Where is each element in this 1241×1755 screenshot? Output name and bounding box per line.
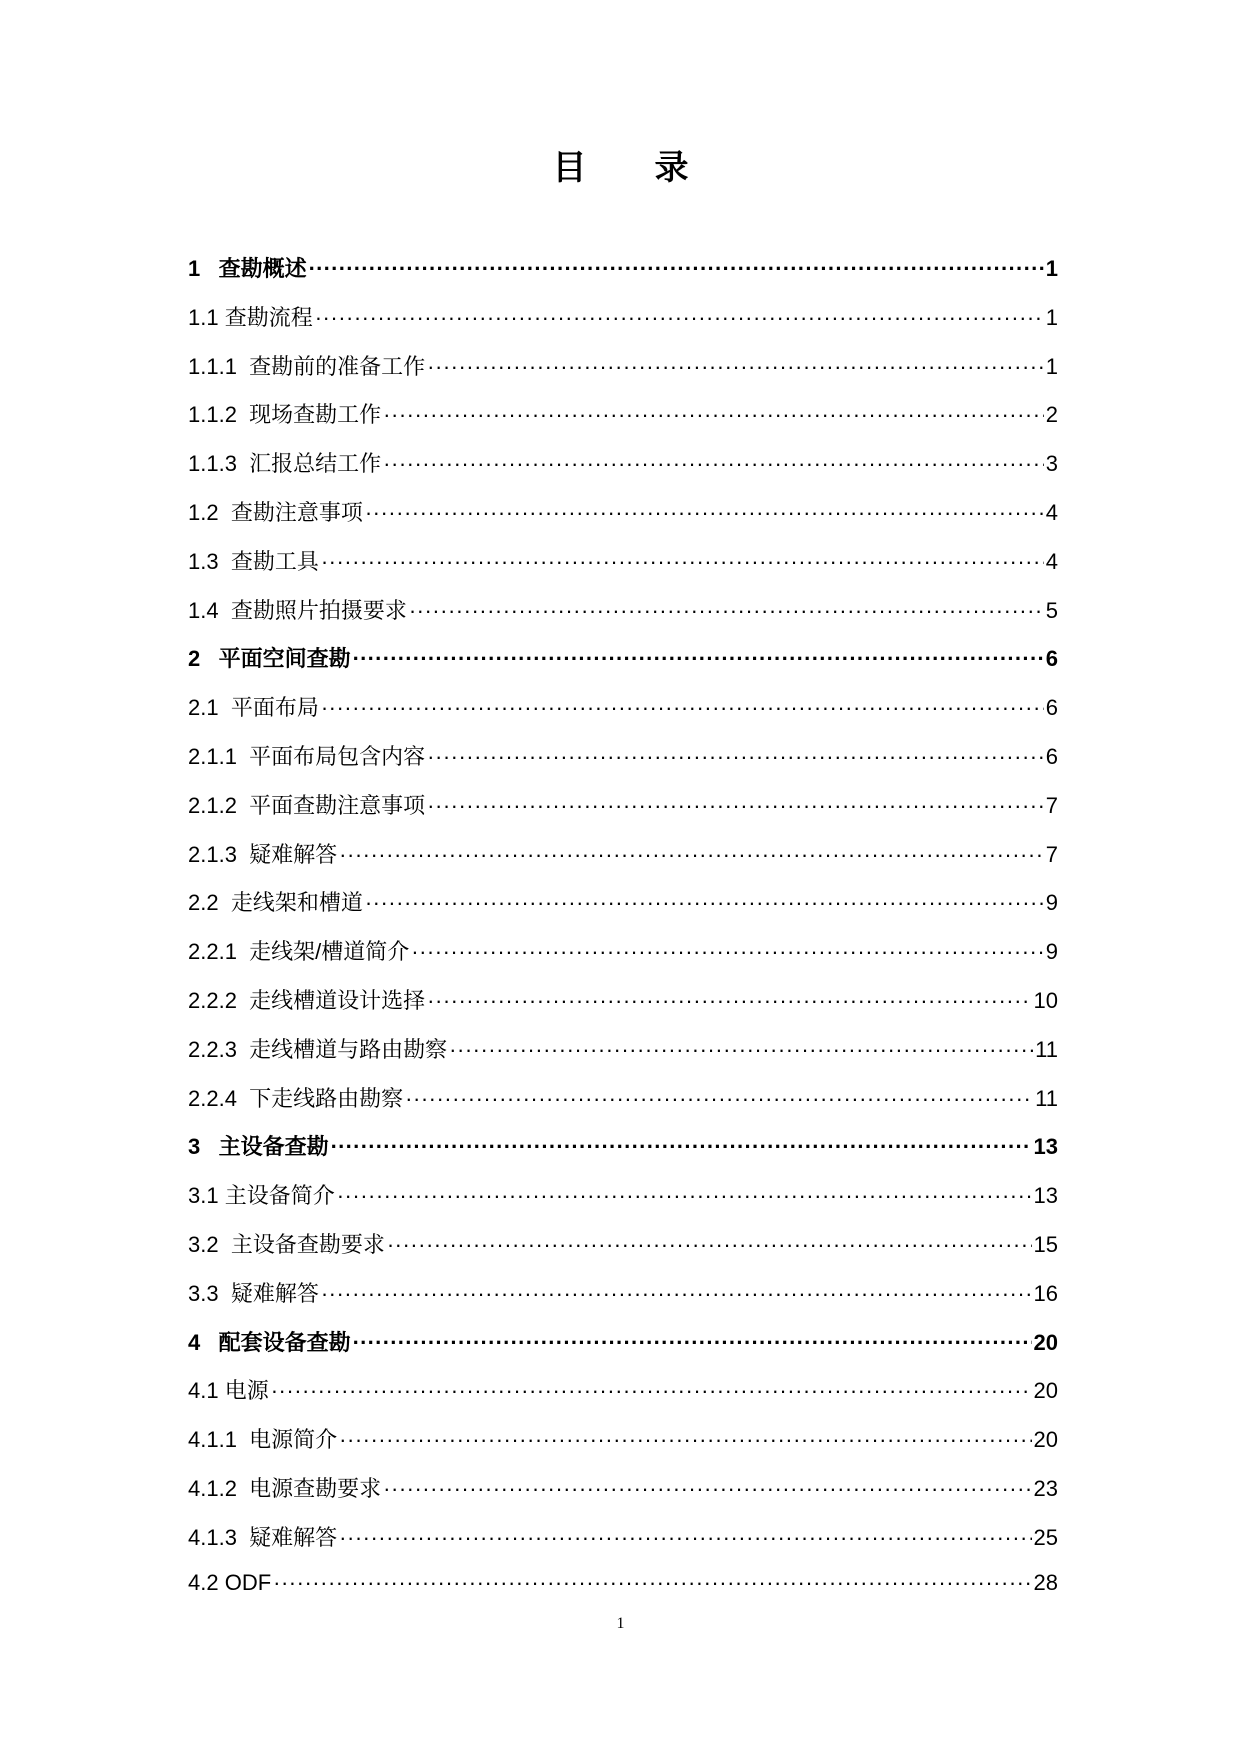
toc-entry-label: 查勘概述 bbox=[218, 256, 307, 281]
toc-entry-number: 3.2 bbox=[188, 1231, 231, 1257]
toc-entry-number: 4.1.1 bbox=[188, 1427, 250, 1453]
toc-entry-number: 2.2.4 bbox=[188, 1085, 250, 1111]
toc-entry-label: 主设备查勘 bbox=[218, 1134, 329, 1160]
toc-entry[interactable] bbox=[188, 350, 1058, 399]
toc-entry-page-number: 2 bbox=[1045, 402, 1058, 428]
toc-entry-page-number: 5 bbox=[1045, 597, 1058, 623]
toc-entry-number: 1.1.3 bbox=[188, 451, 250, 477]
toc-dot-leader bbox=[353, 646, 1044, 672]
toc-entry-number: 2.2.3 bbox=[188, 1036, 250, 1062]
toc-entry-number: 4.1.2 bbox=[188, 1475, 250, 1501]
toc-dot-leader bbox=[273, 1570, 1031, 1596]
toc-dot-leader bbox=[321, 549, 1044, 575]
toc-dot-leader bbox=[331, 1134, 1032, 1160]
toc-entry-number: 2.2.1 bbox=[188, 939, 250, 965]
toc-entry[interactable] bbox=[188, 398, 1058, 447]
toc-entry-page-number: 25 bbox=[1033, 1524, 1058, 1550]
toc-entry-page-number: 4 bbox=[1045, 548, 1058, 574]
toc-entry-number: 4.1 bbox=[188, 1378, 225, 1404]
toc-dot-leader bbox=[271, 1378, 1032, 1404]
toc-entry-number: 2.2 bbox=[188, 890, 231, 916]
toc-entry-number: 2.1 bbox=[188, 695, 231, 721]
title-char-1: 目 bbox=[552, 148, 587, 188]
page-title bbox=[0, 148, 1241, 188]
toc-entry-number: 2.1.3 bbox=[188, 841, 250, 867]
toc-entry-page-number: 11 bbox=[1035, 1085, 1058, 1111]
toc-entry-number: 3.1 bbox=[188, 1183, 225, 1209]
toc-dot-leader bbox=[427, 793, 1044, 819]
toc-entry-page-number: 6 bbox=[1045, 646, 1058, 672]
toc-dot-leader bbox=[365, 890, 1044, 916]
toc-dot-leader bbox=[321, 1281, 1032, 1307]
toc-entry-number: 2.1.1 bbox=[188, 743, 250, 769]
toc-dot-leader bbox=[427, 988, 1031, 1014]
toc-entry-label: 下走线路由勘察 bbox=[249, 1085, 404, 1111]
toc-entry-number: 1 bbox=[188, 256, 219, 281]
toc-entry-page-number: 9 bbox=[1045, 890, 1058, 916]
toc-entry-page-number: 15 bbox=[1033, 1231, 1058, 1257]
toc-entry[interactable] bbox=[188, 1033, 1058, 1082]
toc-entry[interactable] bbox=[188, 1082, 1058, 1131]
toc-entry[interactable] bbox=[188, 545, 1058, 594]
toc-entry-label: 平面空间查勘 bbox=[218, 646, 351, 672]
toc-entry[interactable] bbox=[188, 1179, 1058, 1228]
toc-dot-leader bbox=[339, 1525, 1031, 1551]
toc-entry-label: 汇报总结工作 bbox=[249, 451, 382, 477]
toc-dot-leader bbox=[449, 1037, 1033, 1063]
toc-entry[interactable] bbox=[188, 984, 1058, 1033]
toc-entry[interactable] bbox=[188, 740, 1058, 789]
toc-entry-label: 走线架和槽道 bbox=[230, 890, 363, 916]
toc-entry-label: 配套设备查勘 bbox=[218, 1329, 351, 1355]
toc-entry[interactable] bbox=[188, 1570, 1058, 1619]
toc-dot-leader bbox=[409, 598, 1044, 624]
toc-entry-label: 平面查勘注意事项 bbox=[249, 792, 426, 818]
toc-entry-page-number: 1 bbox=[1045, 353, 1058, 379]
toc-entry[interactable] bbox=[188, 1277, 1058, 1326]
toc-entry[interactable] bbox=[188, 1521, 1058, 1570]
toc-entry-number: 4 bbox=[188, 1329, 219, 1355]
table-of-contents bbox=[188, 252, 1058, 1618]
toc-entry-label: 走线架/槽道简介 bbox=[249, 939, 410, 965]
toc-entry-number: 2.2.2 bbox=[188, 987, 250, 1013]
toc-entry[interactable] bbox=[188, 935, 1058, 984]
toc-entry[interactable] bbox=[188, 789, 1058, 838]
toc-entry[interactable] bbox=[188, 838, 1058, 887]
toc-entry-label: 走线槽道与路由勘察 bbox=[249, 1036, 448, 1062]
toc-entry-page-number: 20 bbox=[1033, 1329, 1058, 1355]
toc-dot-leader bbox=[339, 1427, 1031, 1453]
toc-dot-leader bbox=[405, 1086, 1033, 1112]
toc-entry-label: 疑难解答 bbox=[230, 1280, 319, 1306]
toc-entry-number: 4.1.3 bbox=[188, 1524, 250, 1550]
toc-entry-page-number: 13 bbox=[1033, 1134, 1058, 1160]
toc-entry-label: 主设备查勘要求 bbox=[230, 1231, 385, 1257]
toc-entry-label: 电源简介 bbox=[249, 1427, 338, 1453]
toc-entry-page-number: 6 bbox=[1045, 743, 1058, 769]
toc-entry-number: 1.1 bbox=[188, 304, 225, 330]
toc-dot-leader bbox=[387, 1232, 1032, 1258]
toc-entry[interactable] bbox=[188, 252, 1058, 301]
toc-entry-label: 走线槽道设计选择 bbox=[249, 987, 426, 1013]
toc-entry-label: ODF bbox=[224, 1569, 272, 1595]
toc-entry[interactable] bbox=[188, 447, 1058, 496]
toc-entry[interactable] bbox=[188, 642, 1058, 691]
toc-entry[interactable] bbox=[188, 1423, 1058, 1472]
toc-entry[interactable] bbox=[188, 301, 1058, 350]
toc-dot-leader bbox=[383, 451, 1044, 477]
toc-entry-label: 疑难解答 bbox=[249, 1524, 338, 1550]
toc-entry-label: 主设备简介 bbox=[224, 1183, 335, 1209]
toc-dot-leader bbox=[337, 1183, 1032, 1209]
toc-entry[interactable] bbox=[188, 886, 1058, 935]
toc-entry-number: 2.1.2 bbox=[188, 792, 250, 818]
toc-entry-page-number: 16 bbox=[1033, 1280, 1058, 1306]
toc-entry-label: 平面布局包含内容 bbox=[249, 743, 426, 769]
toc-entry[interactable] bbox=[188, 1374, 1058, 1423]
toc-dot-leader bbox=[365, 500, 1044, 526]
toc-entry[interactable] bbox=[188, 594, 1058, 643]
toc-entry-label: 查勘流程 bbox=[224, 304, 313, 330]
toc-dot-leader bbox=[339, 842, 1044, 868]
toc-entry-number: 1.1.2 bbox=[188, 402, 250, 428]
toc-entry-page-number: 1 bbox=[1045, 256, 1058, 281]
toc-entry-page-number: 3 bbox=[1045, 451, 1058, 477]
toc-entry-page-number: 4 bbox=[1045, 499, 1058, 525]
toc-entry-page-number: 20 bbox=[1033, 1378, 1058, 1404]
toc-entry-page-number: 11 bbox=[1035, 1036, 1058, 1062]
toc-entry-label: 查勘照片拍摄要求 bbox=[230, 597, 407, 623]
toc-entry-number: 1.2 bbox=[188, 499, 231, 525]
toc-entry-number: 3 bbox=[188, 1134, 219, 1160]
toc-entry-page-number: 23 bbox=[1033, 1475, 1058, 1501]
toc-entry-label: 查勘注意事项 bbox=[230, 499, 363, 525]
title-char-2: 录 bbox=[654, 148, 689, 188]
toc-dot-leader bbox=[315, 305, 1044, 331]
toc-dot-leader bbox=[383, 402, 1044, 428]
toc-entry-page-number: 1 bbox=[1045, 304, 1058, 330]
toc-dot-leader bbox=[427, 744, 1044, 770]
toc-entry-label: 电源 bbox=[224, 1378, 269, 1404]
toc-entry-page-number: 7 bbox=[1045, 792, 1058, 818]
toc-entry-page-number: 13 bbox=[1033, 1183, 1058, 1209]
toc-entry-number: 4.2 bbox=[188, 1569, 225, 1595]
toc-entry-label: 电源查勘要求 bbox=[249, 1475, 382, 1501]
toc-dot-leader bbox=[383, 1476, 1031, 1502]
toc-entry-label: 查勘前的准备工作 bbox=[249, 353, 426, 379]
toc-entry[interactable] bbox=[188, 691, 1058, 740]
toc-dot-leader bbox=[309, 256, 1044, 282]
toc-entry-number: 1.3 bbox=[188, 548, 231, 574]
toc-dot-leader bbox=[321, 695, 1044, 721]
toc-entry-label: 平面布局 bbox=[230, 695, 319, 721]
toc-dot-leader bbox=[427, 354, 1044, 380]
toc-entry[interactable] bbox=[188, 1130, 1058, 1179]
toc-entry-page-number: 9 bbox=[1045, 939, 1058, 965]
toc-entry-label: 查勘工具 bbox=[230, 548, 319, 574]
toc-entry-page-number: 7 bbox=[1045, 841, 1058, 867]
toc-entry[interactable] bbox=[188, 1228, 1058, 1277]
toc-entry-page-number: 20 bbox=[1033, 1427, 1058, 1453]
toc-entry-label: 疑难解答 bbox=[249, 841, 338, 867]
toc-entry[interactable] bbox=[188, 1326, 1058, 1375]
footer-page-number: 1 bbox=[616, 1615, 625, 1632]
toc-entry-number: 3.3 bbox=[188, 1280, 231, 1306]
toc-entry[interactable] bbox=[188, 496, 1058, 545]
toc-entry-number: 1.4 bbox=[188, 597, 231, 623]
toc-entry[interactable] bbox=[188, 1472, 1058, 1521]
toc-entry-page-number: 6 bbox=[1045, 695, 1058, 721]
toc-entry-number: 2 bbox=[188, 646, 219, 672]
toc-entry-label: 现场查勘工作 bbox=[249, 402, 382, 428]
toc-entry-page-number: 10 bbox=[1033, 987, 1058, 1013]
toc-dot-leader bbox=[353, 1330, 1032, 1356]
toc-dot-leader bbox=[411, 939, 1043, 965]
toc-entry-page-number: 28 bbox=[1033, 1569, 1058, 1595]
toc-entry-number: 1.1.1 bbox=[188, 353, 250, 379]
